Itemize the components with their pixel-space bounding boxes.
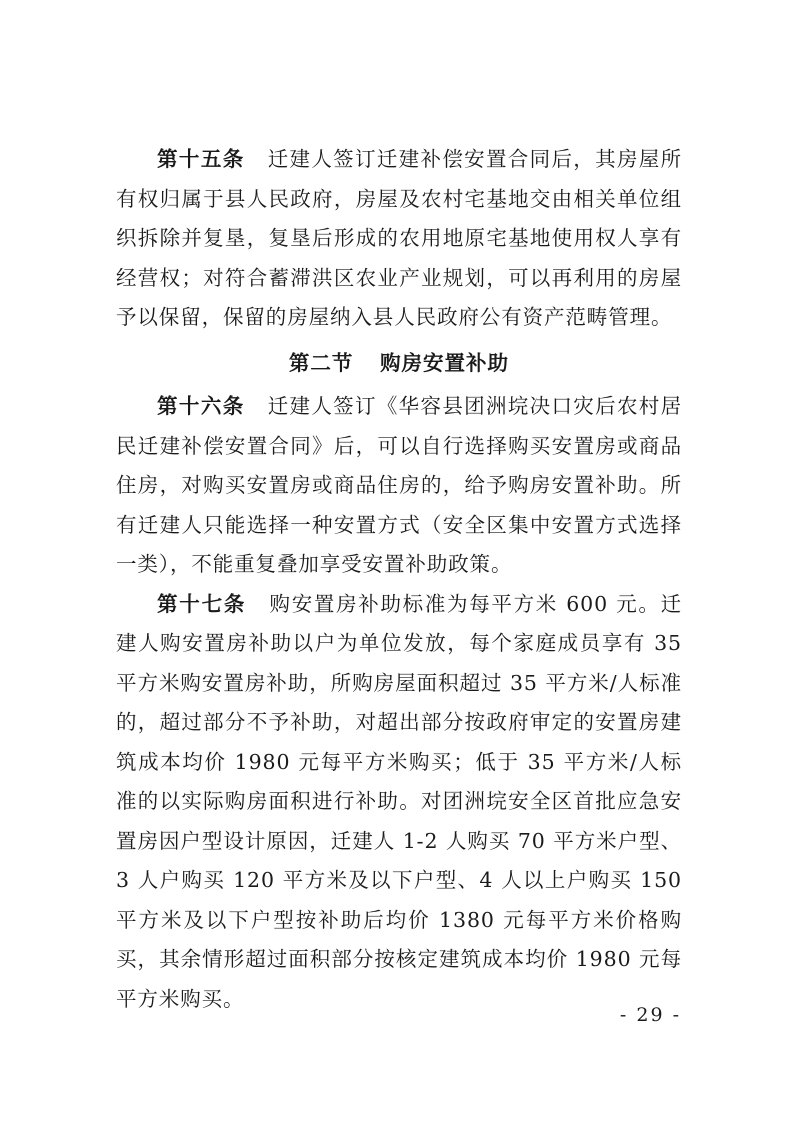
section-2-name: 购房安置补助 [380,350,510,375]
section-2-number: 第二节 [288,350,354,375]
article-16-paragraph [116,387,682,585]
article-17-heading: 第十七条 [157,591,247,616]
article-15-paragraph [116,140,682,338]
page-number: - 29 - [619,1004,681,1026]
article-17-text: 购安置房补助标准为每平方米 600 元。迁建人购安置房补助以户为单位发放，每个家庭成员享有 35 平方米购安置房补助，所购房屋面积超过 35 平方米/人标准的，超过部分不予补助，对超出部分按政府审定的安置房建筑成本均价 1980 元每平方米购买；低于 35 平方米/人标准的以实际购房面积进行补助。对团洲垸安全区首批应急安置房因户型设计原因，迁建人 1-2 人购买 70 平方米户型、3 人户购买 120 平方米及以下户型、4 人以上户购买 150 平方米及以下户型按补助后均价 1380 元每平方米价格购买，其余情形超过面积部分按核定建筑成本均价 1980 元每平方米购买。 [116,591,683,1011]
article-16-heading: 第十六条 [157,394,245,418]
article-15-text: 迁建人签订迁建补偿安置合同后，其房屋所有权归属于县人民政府，房屋及农村宅基地交由相关单位组织拆除并复垦，复垦后形成的农用地原宅基地使用权人享有经营权；对符合蓄滞洪区农业产业规划，可以再利用的房屋予以保留，保留的房屋纳入县人民政府公有资产范畴管理。 [116,147,682,329]
article-17-paragraph [116,585,682,1020]
section-2-title [116,338,682,388]
document-body [116,140,682,1019]
article-15-heading: 第十五条 [157,147,245,171]
article-16-text: 迁建人签订《华容县团洲垸决口灾后农村居民迁建补偿安置合同》后，可以自行选择购买安置房或商品住房，对购买安置房或商品住房的，给予购房安置补助。所有迁建人只能选择一种安置方式（安全区集中安置方式选择一类），不能重复叠加享受安置补助政策。 [116,394,682,576]
